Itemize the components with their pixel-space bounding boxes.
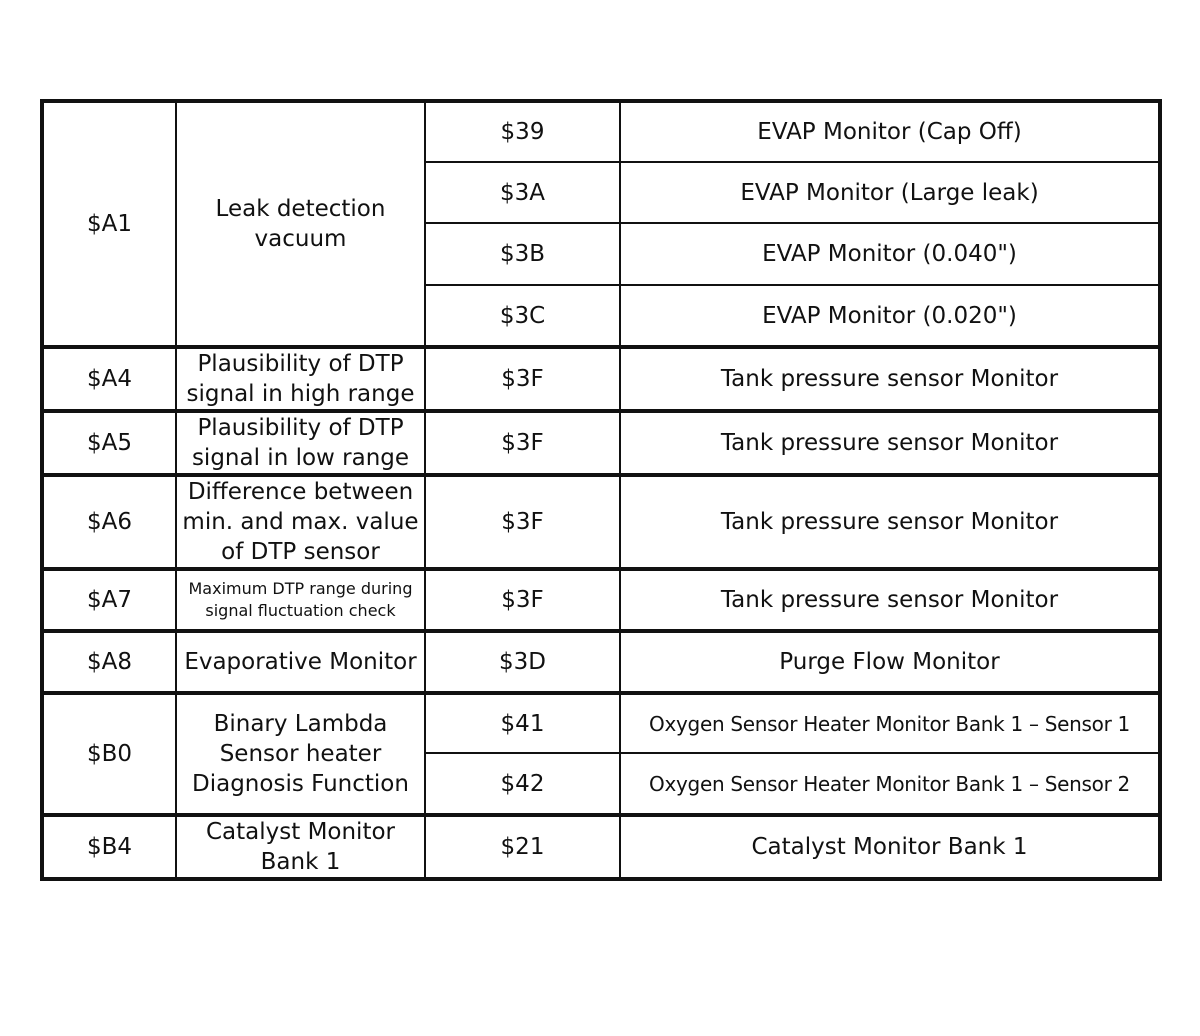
monitor-name-line: vacuum [254, 226, 347, 252]
monitor-name-line: signal in high range [186, 381, 415, 407]
monitor-name-cell [176, 411, 425, 475]
monitor-id-cell: $B0 [42, 693, 176, 815]
test-id-cell: $3F [425, 569, 620, 631]
test-id-cell: $3D [425, 631, 620, 693]
monitor-description-cell: Tank pressure sensor Monitor [620, 347, 1160, 411]
monitor-id-cell: $B4 [42, 815, 176, 879]
monitor-id-cell: $A6 [42, 475, 176, 569]
table-row [42, 101, 1160, 162]
monitor-description-cell: Tank pressure sensor Monitor [620, 475, 1160, 569]
monitor-name-line: Binary Lambda [213, 711, 388, 737]
monitor-table-body [42, 101, 1160, 879]
monitor-name-line: Diagnosis Function [192, 771, 409, 797]
monitor-name-line: min. and max. value [182, 509, 419, 535]
monitor-id-cell: $A7 [42, 569, 176, 631]
monitor-name-line: Evaporative Monitor [184, 649, 417, 675]
table-row [42, 631, 1160, 693]
monitor-id-table [40, 99, 1162, 881]
test-id-cell: $3F [425, 347, 620, 411]
monitor-name-line: Plausibility of DTP [197, 415, 404, 441]
monitor-name-cell [176, 347, 425, 411]
table-row [42, 815, 1160, 879]
monitor-name-line: Sensor heater [219, 741, 382, 767]
test-id-cell: $3A [425, 162, 620, 223]
monitor-id-cell: $A8 [42, 631, 176, 693]
test-id-cell: $3B [425, 223, 620, 285]
table-row [42, 475, 1160, 569]
test-id-cell: $41 [425, 693, 620, 753]
table-row [42, 347, 1160, 411]
monitor-id-cell: $A5 [42, 411, 176, 475]
monitor-name-line: Catalyst Monitor [205, 819, 395, 845]
monitor-name-line: of DTP sensor [221, 539, 380, 565]
monitor-description-cell: EVAP Monitor (Large leak) [620, 162, 1160, 223]
monitor-name-line: Bank 1 [260, 849, 341, 875]
test-id-cell: $3F [425, 475, 620, 569]
monitor-description-cell: Oxygen Sensor Heater Monitor Bank 1 – Sensor 1 [620, 693, 1160, 753]
monitor-description-cell: EVAP Monitor (0.040") [620, 223, 1160, 285]
monitor-name-line: Plausibility of DTP [197, 351, 404, 377]
monitor-name-cell [176, 693, 425, 815]
monitor-name-line: signal in low range [191, 445, 410, 471]
test-id-cell: $21 [425, 815, 620, 879]
monitor-description-cell: EVAP Monitor (0.020") [620, 285, 1160, 347]
monitor-description-cell: Tank pressure sensor Monitor [620, 569, 1160, 631]
monitor-id-cell: $A4 [42, 347, 176, 411]
test-id-cell: $39 [425, 101, 620, 162]
table-row [42, 569, 1160, 631]
monitor-name-cell [176, 475, 425, 569]
table-row [42, 693, 1160, 753]
test-id-cell: $42 [425, 753, 620, 815]
monitor-description-cell: Tank pressure sensor Monitor [620, 411, 1160, 475]
monitor-name-line: signal fluctuation check [205, 601, 396, 620]
monitor-description-cell: EVAP Monitor (Cap Off) [620, 101, 1160, 162]
monitor-name-line: Leak detection [215, 196, 386, 222]
test-id-cell: $3C [425, 285, 620, 347]
monitor-name-cell [176, 101, 425, 347]
monitor-id-cell: $A1 [42, 101, 176, 347]
table-row [42, 411, 1160, 475]
monitor-description-cell: Catalyst Monitor Bank 1 [620, 815, 1160, 879]
monitor-name-cell [176, 815, 425, 879]
test-id-cell: $3F [425, 411, 620, 475]
monitor-name-cell [176, 569, 425, 631]
monitor-description-cell: Oxygen Sensor Heater Monitor Bank 1 – Sensor 2 [620, 753, 1160, 815]
monitor-name-line: Difference between [187, 479, 414, 505]
monitor-name-cell [176, 631, 425, 693]
monitor-name-line: Maximum DTP range during [188, 579, 413, 598]
monitor-description-cell: Purge Flow Monitor [620, 631, 1160, 693]
